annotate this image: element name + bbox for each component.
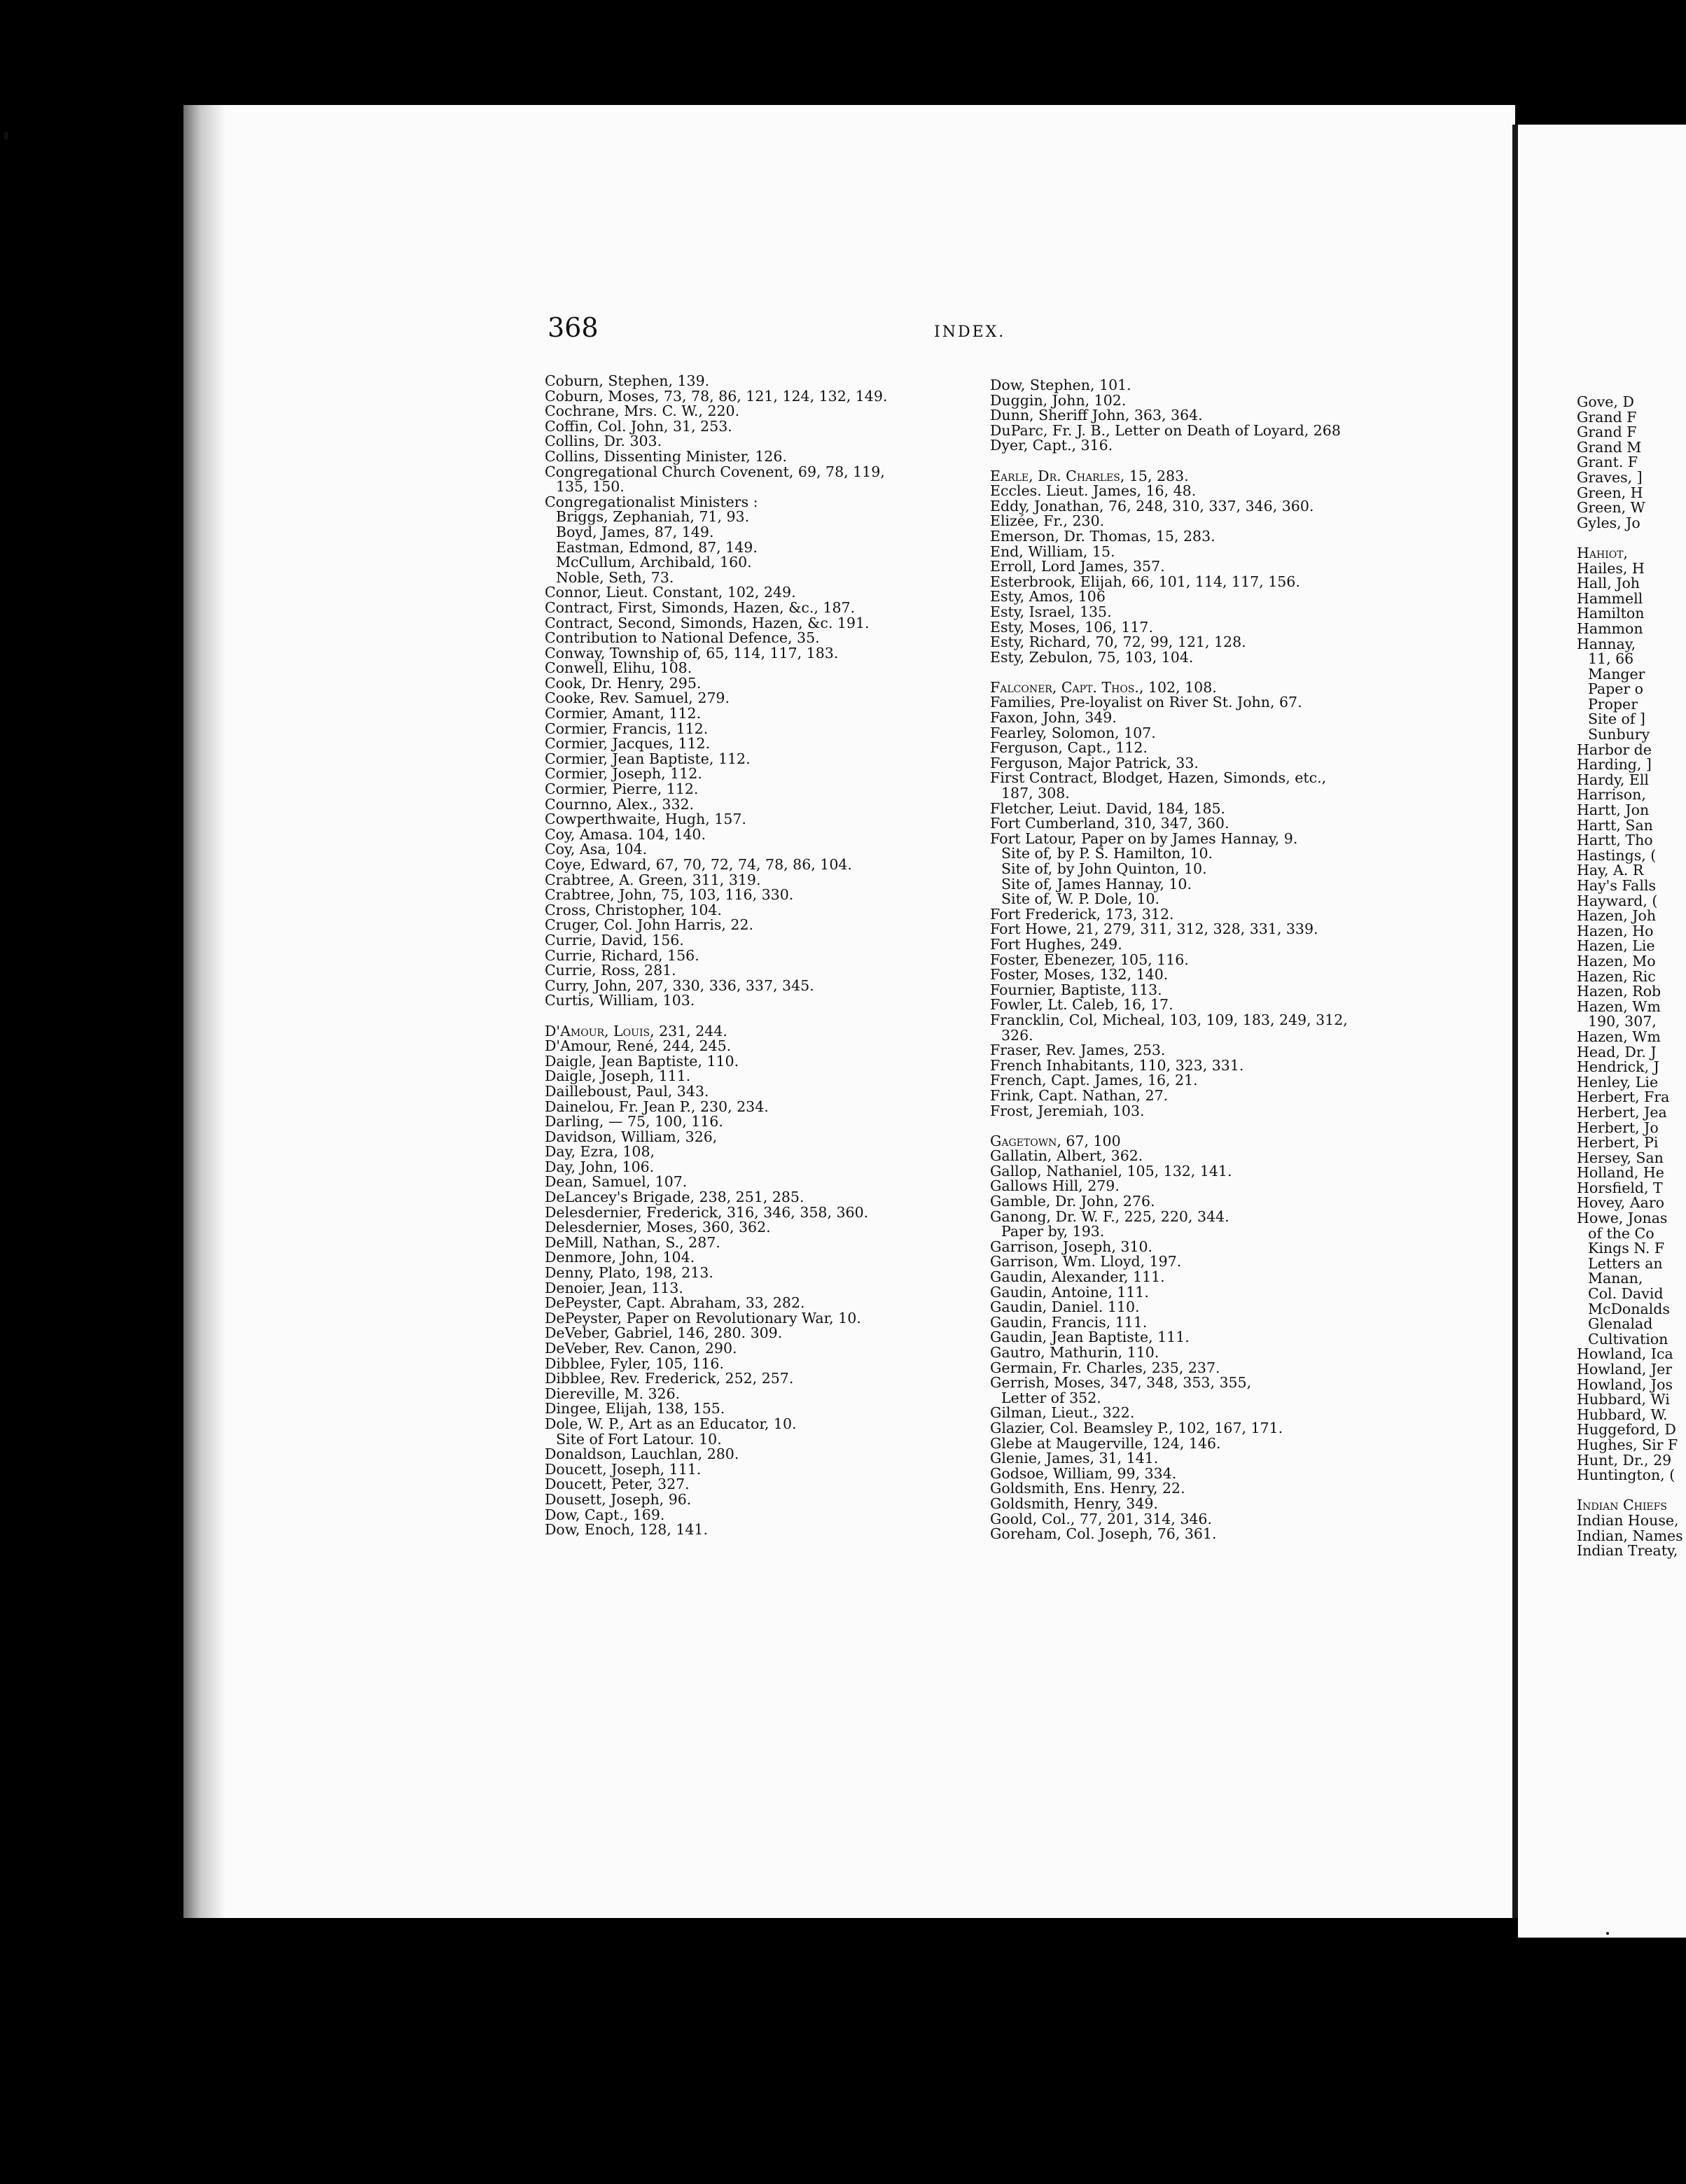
index-entry: Contribution to National Defence, 35.	[545, 629, 820, 647]
index-entry: Dailleboust, Paul, 343.	[545, 1082, 709, 1100]
index-entry: Col. David	[1588, 1285, 1664, 1303]
index-entry: Indian Chiefs	[1577, 1497, 1667, 1514]
index-entry: Indian House,	[1577, 1511, 1679, 1529]
index-entry: McDonalds	[1588, 1300, 1670, 1317]
index-entry: Cultivation	[1588, 1330, 1668, 1348]
index-entry: Davidson, William, 326,	[545, 1128, 718, 1145]
index-entry: Gerrish, Moses, 347, 348, 353, 355,	[990, 1374, 1252, 1392]
index-entry: Hamilton	[1577, 605, 1645, 622]
index-entry: Green, H	[1577, 484, 1643, 501]
index-entry: Paper by, 193.	[1001, 1223, 1105, 1240]
index-entry: Denoier, Jean, 113.	[545, 1279, 683, 1296]
index-entry: Hersey, San	[1577, 1149, 1664, 1166]
binding-shadow	[183, 105, 225, 1918]
index-entry: French Inhabitants, 110, 323, 331.	[990, 1056, 1244, 1074]
index-entry: Daigle, Jean Baptiste, 110.	[545, 1052, 739, 1070]
index-entry: Dibblee, Fyler, 105, 116.	[545, 1354, 724, 1372]
index-entry: Coburn, Stephen, 139.	[545, 372, 710, 389]
index-column-2	[990, 378, 1417, 1542]
letter-group-gap	[990, 454, 1417, 469]
index-entry: Delesdernier, Frederick, 316, 346, 358, 360.	[545, 1203, 869, 1221]
index-entry: Donaldson, Lauchlan, 280.	[545, 1446, 739, 1463]
index-entry: Site of Fort Latour. 10.	[556, 1430, 722, 1448]
index-entry: Hazen, Rob	[1577, 983, 1661, 1000]
index-entry: Henley, Lie	[1577, 1073, 1659, 1091]
index-entry: Congregationalist Ministers :	[545, 493, 758, 510]
index-entry: Erroll, Lord James, 357.	[990, 558, 1165, 575]
index-entry: Garrison, Wm. Lloyd, 197.	[990, 1253, 1182, 1270]
index-entry: Esty, Zebulon, 75, 103, 104.	[990, 648, 1194, 666]
index-entry: Esty, Israel, 135.	[990, 603, 1112, 620]
index-entry: Hardy, Ell	[1577, 771, 1649, 788]
index-entry: Cormier, Joseph, 112.	[545, 765, 702, 783]
index-entry: DeVeber, Gabriel, 146, 280. 309.	[545, 1324, 783, 1342]
index-entry: Noble, Seth, 73.	[556, 568, 674, 586]
index-entry: Sunbury	[1588, 726, 1650, 743]
index-entry: Hazen, Mo	[1577, 952, 1656, 969]
index-entry: Grant. F	[1577, 454, 1638, 471]
index-entry: Cormier, Amant, 112.	[545, 705, 702, 722]
index-entry: Fort Latour, Paper on by James Hannay, 9.	[990, 830, 1298, 847]
page-number: 368	[548, 312, 599, 343]
index-entry: Goldsmith, Henry, 349.	[990, 1494, 1158, 1512]
index-entry: Esty, Richard, 70, 72, 99, 121, 128.	[990, 634, 1246, 651]
index-entry: DeLancey's Brigade, 238, 251, 285.	[545, 1189, 804, 1206]
index-entry: Fort Cumberland, 310, 347, 360.	[990, 815, 1229, 832]
index-entry: 11, 66	[1588, 650, 1634, 668]
index-entry: Paper o	[1588, 680, 1644, 698]
index-entry: Hahiot,	[1577, 544, 1629, 561]
index-entry: Hazen, Ric	[1577, 967, 1656, 985]
index-entry: Coy, Asa, 104.	[545, 841, 648, 858]
index-entry: Cournno, Alex., 332.	[545, 795, 695, 813]
index-entry: of the Co	[1588, 1224, 1654, 1242]
index-entry: Gallatin, Albert, 362.	[990, 1147, 1143, 1165]
index-entry: Congregational Church Covenent, 69, 78, 119,	[545, 463, 885, 480]
index-entry: Crabtree, John, 75, 103, 116, 330.	[545, 886, 794, 904]
index-entry: Contract, First, Simonds, Hazen, &c., 187.	[545, 598, 856, 616]
index-entry: Hunt, Dr., 29	[1577, 1451, 1672, 1469]
index-entry: Eddy, Jonathan, 76, 248, 310, 337, 346, 360.	[990, 497, 1314, 514]
index-entry: Godsoe, William, 99, 334.	[990, 1464, 1177, 1482]
index-entry: DuParc, Fr. J. B., Letter on Death of Loyard, 268	[990, 421, 1341, 439]
index-entry: Esterbrook, Elijah, 66, 101, 114, 117, 156.	[990, 573, 1300, 590]
index-entry: Families, Pre-loyalist on River St. John, 67.	[990, 694, 1302, 711]
index-entry: Coye, Edward, 67, 70, 72, 74, 78, 86, 104.	[545, 856, 852, 873]
index-entry: Hartt, Tho	[1577, 832, 1653, 849]
index-entry: Cormier, Pierre, 112.	[545, 780, 699, 798]
index-entry: Dingee, Elijah, 138, 155.	[545, 1400, 725, 1418]
index-entry: Goreham, Col. Joseph, 76, 361.	[990, 1525, 1217, 1543]
index-entry: Hammon	[1577, 620, 1643, 637]
index-entry: Hailes, H	[1577, 559, 1645, 577]
index-entry: Site of, W. P. Dole, 10.	[1001, 890, 1160, 908]
index-entry: Gaudin, Francis, 111.	[990, 1313, 1148, 1331]
index-entry: Coy, Amasa. 104, 140.	[545, 825, 706, 843]
index-entry: Goold, Col., 77, 201, 314, 346.	[990, 1510, 1212, 1527]
index-entry: Cormier, Jean Baptiste, 112.	[545, 750, 751, 767]
index-entry: Site of, James Hannay, 10.	[1001, 875, 1192, 892]
index-entry: Briggs, Zephaniah, 71, 93.	[556, 508, 750, 526]
index-entry: Hazen, Wm	[1577, 1028, 1661, 1045]
index-entry: Herbert, Jea	[1577, 1103, 1667, 1121]
index-entry: Fearley, Solomon, 107.	[990, 724, 1156, 741]
index-entry: Cruger, Col. John Harris, 22.	[545, 916, 754, 934]
index-entry: Letters an	[1588, 1254, 1663, 1272]
index-entry: Gaudin, Jean Baptiste, 111.	[990, 1329, 1190, 1346]
index-entry: Gaudin, Antoine, 111.	[990, 1283, 1149, 1301]
index-entry: Gallows Hill, 279.	[990, 1177, 1120, 1195]
index-entry: Head, Dr. J	[1577, 1043, 1657, 1060]
index-entry: Dow, Enoch, 128, 141.	[545, 1521, 708, 1539]
index-entry: Hazen, Lie	[1577, 937, 1655, 955]
index-entry: Hayward, (	[1577, 892, 1658, 909]
index-entry: Hazen, Wm	[1577, 997, 1661, 1015]
index-entry: Glazier, Col. Beamsley P., 102, 167, 171.	[990, 1419, 1283, 1436]
index-entry: Curtis, William, 103.	[545, 992, 695, 1009]
index-entry: Herbert, Fra	[1577, 1088, 1670, 1106]
index-entry: Day, John, 106.	[545, 1158, 655, 1175]
index-entry: Hughes, Sir F	[1577, 1436, 1678, 1453]
index-entry: Hall, Joh	[1577, 575, 1640, 592]
index-entry: Holland, He	[1577, 1164, 1664, 1182]
index-entry: Howland, Ica	[1577, 1345, 1673, 1363]
index-entry: Fowler, Lt. Caleb, 16, 17.	[990, 996, 1173, 1014]
scan-speck	[4, 132, 8, 140]
index-entry: DePeyster, Capt. Abraham, 33, 282.	[545, 1294, 805, 1312]
index-entry: Cowperthwaite, Hugh, 157.	[545, 811, 746, 828]
index-entry: Indian Treaty,	[1577, 1542, 1678, 1560]
letter-group-gap	[1577, 531, 1686, 546]
index-entry: Hartt, Jon	[1577, 802, 1650, 819]
index-entry: Hendrick, J	[1577, 1058, 1659, 1076]
index-entry: Ganong, Dr. W. F., 225, 220, 344.	[990, 1208, 1229, 1225]
index-entry: Day, Ezra, 108,	[545, 1143, 655, 1161]
index-entry: Fournier, Baptiste, 113.	[990, 981, 1162, 998]
index-entry: Grand F	[1577, 424, 1637, 441]
index-entry: Conwell, Elihu, 108.	[545, 659, 692, 677]
index-entry: Manger	[1588, 665, 1645, 682]
index-entry: Emerson, Dr. Thomas, 15, 283.	[990, 527, 1215, 545]
index-entry: Kings N. F	[1588, 1240, 1665, 1257]
index-entry: Gamble, Dr. John, 276.	[990, 1193, 1155, 1210]
index-entry: Dunn, Sheriff John, 363, 364.	[990, 407, 1203, 424]
index-entry: Dousett, Joseph, 96.	[545, 1490, 692, 1508]
index-entry: Hay, A. R	[1577, 862, 1644, 879]
index-entry: Dainelou, Fr. Jean P., 230, 234.	[545, 1098, 769, 1115]
index-column-3	[1577, 395, 1686, 1559]
index-entry: Dibblee, Rev. Frederick, 252, 257.	[545, 1370, 794, 1387]
index-entry: Herbert, Pi	[1577, 1134, 1659, 1152]
page-gutter	[1512, 125, 1518, 1918]
index-entry: Hovey, Aaro	[1577, 1194, 1664, 1212]
index-entry: Francklin, Col, Micheal, 103, 109, 183, 249, 312,	[990, 1011, 1348, 1028]
index-entry: Manan,	[1588, 1270, 1643, 1287]
index-entry: First Contract, Blodget, Hazen, Simonds, etc.,	[990, 769, 1327, 787]
index-entry: Site of, by P. S. Hamilton, 10.	[1001, 845, 1213, 862]
index-entry: Connor, Lieut. Constant, 102, 249.	[545, 584, 796, 601]
index-entry: Coburn, Moses, 73, 78, 86, 121, 124, 132, 149.	[545, 387, 888, 405]
index-entry: Harbor de	[1577, 741, 1652, 758]
index-entry: Hammell	[1577, 589, 1643, 607]
letter-group-gap	[545, 1009, 965, 1024]
index-entry: DeVeber, Rev. Canon, 290.	[545, 1340, 737, 1357]
index-entry: 190, 307,	[1588, 1013, 1657, 1030]
index-entry: Cross, Christopher, 104.	[545, 901, 722, 918]
index-entry: Grand M	[1577, 438, 1642, 456]
index-entry: Graves, ]	[1577, 468, 1643, 486]
index-entry: Horsfield, T	[1577, 1179, 1663, 1196]
index-entry: Cormier, Jacques, 112.	[545, 735, 711, 752]
index-entry: Garrison, Joseph, 310.	[990, 1238, 1153, 1255]
index-entry: Crabtree, A. Green, 311, 319.	[545, 871, 761, 888]
index-entry: 135, 150.	[556, 478, 625, 496]
index-entry: Cook, Dr. Henry, 295.	[545, 674, 702, 692]
index-entry: 187, 308.	[1001, 785, 1070, 802]
index-entry: Cochrane, Mrs. C. W., 220.	[545, 402, 740, 420]
index-entry: Currie, Richard, 156.	[545, 946, 699, 964]
index-entry: Gove, D	[1577, 393, 1634, 410]
index-entry: Fletcher, Leiut. David, 184, 185.	[990, 799, 1226, 817]
index-entry: DeMill, Nathan, S., 287.	[545, 1233, 720, 1251]
index-entry: Gaudin, Daniel. 110.	[990, 1298, 1140, 1316]
index-entry: End, William, 15.	[990, 542, 1115, 560]
index-entry: Huggeford, D	[1577, 1421, 1676, 1438]
index-entry: Fort Hughes, 249.	[990, 935, 1122, 953]
index-entry: Collins, Dissenting Minister, 126.	[545, 447, 787, 465]
index-entry: Conway, Township of, 65, 114, 117, 183.	[545, 644, 839, 662]
index-entry: Site of, by John Quinton, 10.	[1001, 860, 1207, 877]
index-entry: Huntington, (	[1577, 1466, 1675, 1484]
index-entry: Hazen, Ho	[1577, 922, 1654, 939]
index-entry: Coffin, Col. John, 31, 253.	[545, 417, 732, 435]
index-entry: Fort Howe, 21, 279, 311, 312, 328, 331, 339.	[990, 920, 1318, 938]
index-entry: D'Amour, René, 244, 245.	[545, 1037, 732, 1055]
index-entry: Elizée, Fr., 230.	[990, 512, 1105, 530]
index-entry: Dow, Stephen, 101.	[990, 377, 1131, 393]
index-entry: Hay's Falls	[1577, 877, 1657, 894]
index-entry: Duggin, John, 102.	[990, 391, 1127, 409]
index-entry: Herbert, Jo	[1577, 1119, 1659, 1136]
index-entry: Eastman, Edmond, 87, 149.	[556, 538, 758, 556]
index-entry: Glenie, James, 31, 141.	[990, 1450, 1159, 1467]
index-entry: Letter of 352.	[1001, 1389, 1101, 1406]
index-entry: Proper	[1588, 695, 1638, 713]
index-entry: Green, W	[1577, 499, 1645, 517]
letter-group-gap	[1577, 1483, 1686, 1499]
index-entry: Hastings, (	[1577, 846, 1657, 864]
index-entry: 326.	[1001, 1026, 1033, 1044]
index-column-1	[545, 374, 965, 1538]
index-entry: Howland, Jos	[1577, 1376, 1673, 1393]
index-entry: Indian, Names	[1577, 1527, 1683, 1544]
index-entry: Contract, Second, Simonds, Hazen, &c. 191.	[545, 614, 870, 631]
index-entry: Collins, Dr. 303.	[545, 433, 662, 450]
index-entry: Gyles, Jo	[1577, 514, 1640, 531]
index-entry: Hartt, San	[1577, 816, 1653, 834]
index-entry: Frink, Capt. Nathan, 27.	[990, 1086, 1169, 1104]
index-entry: Site of ]	[1588, 710, 1645, 728]
letter-group-gap	[990, 1119, 1417, 1134]
index-entry: Foster, Moses, 132, 140.	[990, 966, 1169, 983]
index-entry: Ferguson, Major Patrick, 33.	[990, 754, 1199, 771]
letter-group-gap	[990, 665, 1417, 680]
running-head: INDEX.	[934, 323, 1006, 341]
index-entry: Hubbard, Wi	[1577, 1391, 1670, 1408]
index-entry: DePeyster, Paper on Revolutionary War, 10.	[545, 1309, 861, 1326]
index-entry: Daigle, Joseph, 111.	[545, 1068, 691, 1085]
index-entry: Fraser, Rev. James, 253.	[990, 1042, 1166, 1059]
index-entry: Glenalad	[1588, 1315, 1653, 1333]
index-entry: Hazen, Joh	[1577, 907, 1657, 925]
index-entry: Cooke, Rev. Samuel, 279.	[545, 690, 730, 707]
index-entry: Hannay,	[1577, 635, 1636, 652]
index-entry: Harrison,	[1577, 786, 1646, 804]
index-entry: Falconer, Capt. Thos., 102, 108.	[990, 678, 1217, 696]
index-entry: Denmore, John, 104.	[545, 1249, 695, 1266]
index-entry: Esty, Moses, 106, 117.	[990, 618, 1153, 636]
index-entry: Gautro, Mathurin, 110.	[990, 1344, 1159, 1361]
index-entry: Hubbard, W.	[1577, 1406, 1668, 1423]
index-entry: Howe, Jonas	[1577, 1210, 1668, 1227]
index-entry: Curry, John, 207, 330, 336, 337, 345.	[545, 976, 814, 994]
index-entry: Faxon, John, 349.	[990, 709, 1117, 727]
index-entry: Doucett, Peter, 327.	[545, 1476, 690, 1493]
index-entry: Dean, Samuel, 107.	[545, 1173, 688, 1191]
index-entry: Eccles. Lieut. James, 16, 48.	[990, 482, 1197, 500]
index-entry: Doucett, Joseph, 111.	[545, 1460, 702, 1478]
index-entry: Foster, Ebenezer, 105, 116.	[990, 951, 1189, 968]
index-entry: Grand F	[1577, 408, 1637, 426]
scan-speck	[1606, 1932, 1609, 1935]
index-entry: Darling, — 75, 100, 116.	[545, 1113, 723, 1130]
index-entry: Dyer, Capt., 316.	[990, 437, 1113, 454]
index-entry: Germain, Fr. Charles, 235, 237.	[990, 1359, 1220, 1376]
index-entry: Boyd, James, 87, 149.	[556, 523, 714, 540]
index-entry: Dow, Capt., 169.	[545, 1506, 665, 1523]
index-entry: Diereville, M. 326.	[545, 1385, 681, 1402]
index-entry: Dole, W. P., Art as an Educator, 10.	[545, 1415, 797, 1432]
index-entry: Howland, Jer	[1577, 1361, 1673, 1378]
index-entry: Gaudin, Alexander, 111.	[990, 1268, 1165, 1286]
index-entry: Esty, Amos, 106	[990, 588, 1106, 606]
index-entry: Frost, Jeremiah, 103.	[990, 1102, 1145, 1119]
index-entry: Gilman, Lieut., 322.	[990, 1404, 1135, 1422]
index-entry: Currie, Ross, 281.	[545, 962, 676, 979]
index-entry: McCullum, Archibald, 160.	[556, 554, 752, 571]
index-entry: French, Capt. James, 16, 21.	[990, 1072, 1198, 1089]
index-entry: D'Amour, Louis, 231, 244.	[545, 1022, 727, 1040]
index-entry: Goldsmith, Ens. Henry, 22.	[990, 1480, 1185, 1497]
index-entry: Cormier, Francis, 112.	[545, 720, 709, 737]
index-entry: Harding, ]	[1577, 756, 1652, 774]
index-entry: Earle, Dr. Charles, 15, 283.	[990, 467, 1189, 484]
index-entry: Gagetown, 67, 100	[990, 1132, 1121, 1149]
index-entry: Fort Frederick, 173, 312.	[990, 905, 1174, 923]
index-entry: Denny, Plato, 198, 213.	[545, 1264, 713, 1282]
index-entry: Glebe at Maugerville, 124, 146.	[990, 1434, 1221, 1452]
index-entry: Gallop, Nathaniel, 105, 132, 141.	[990, 1162, 1232, 1180]
index-entry: Delesdernier, Moses, 360, 362.	[545, 1219, 771, 1236]
index-entry: Currie, David, 156.	[545, 931, 684, 948]
index-entry: Ferguson, Capt., 112.	[990, 739, 1148, 757]
